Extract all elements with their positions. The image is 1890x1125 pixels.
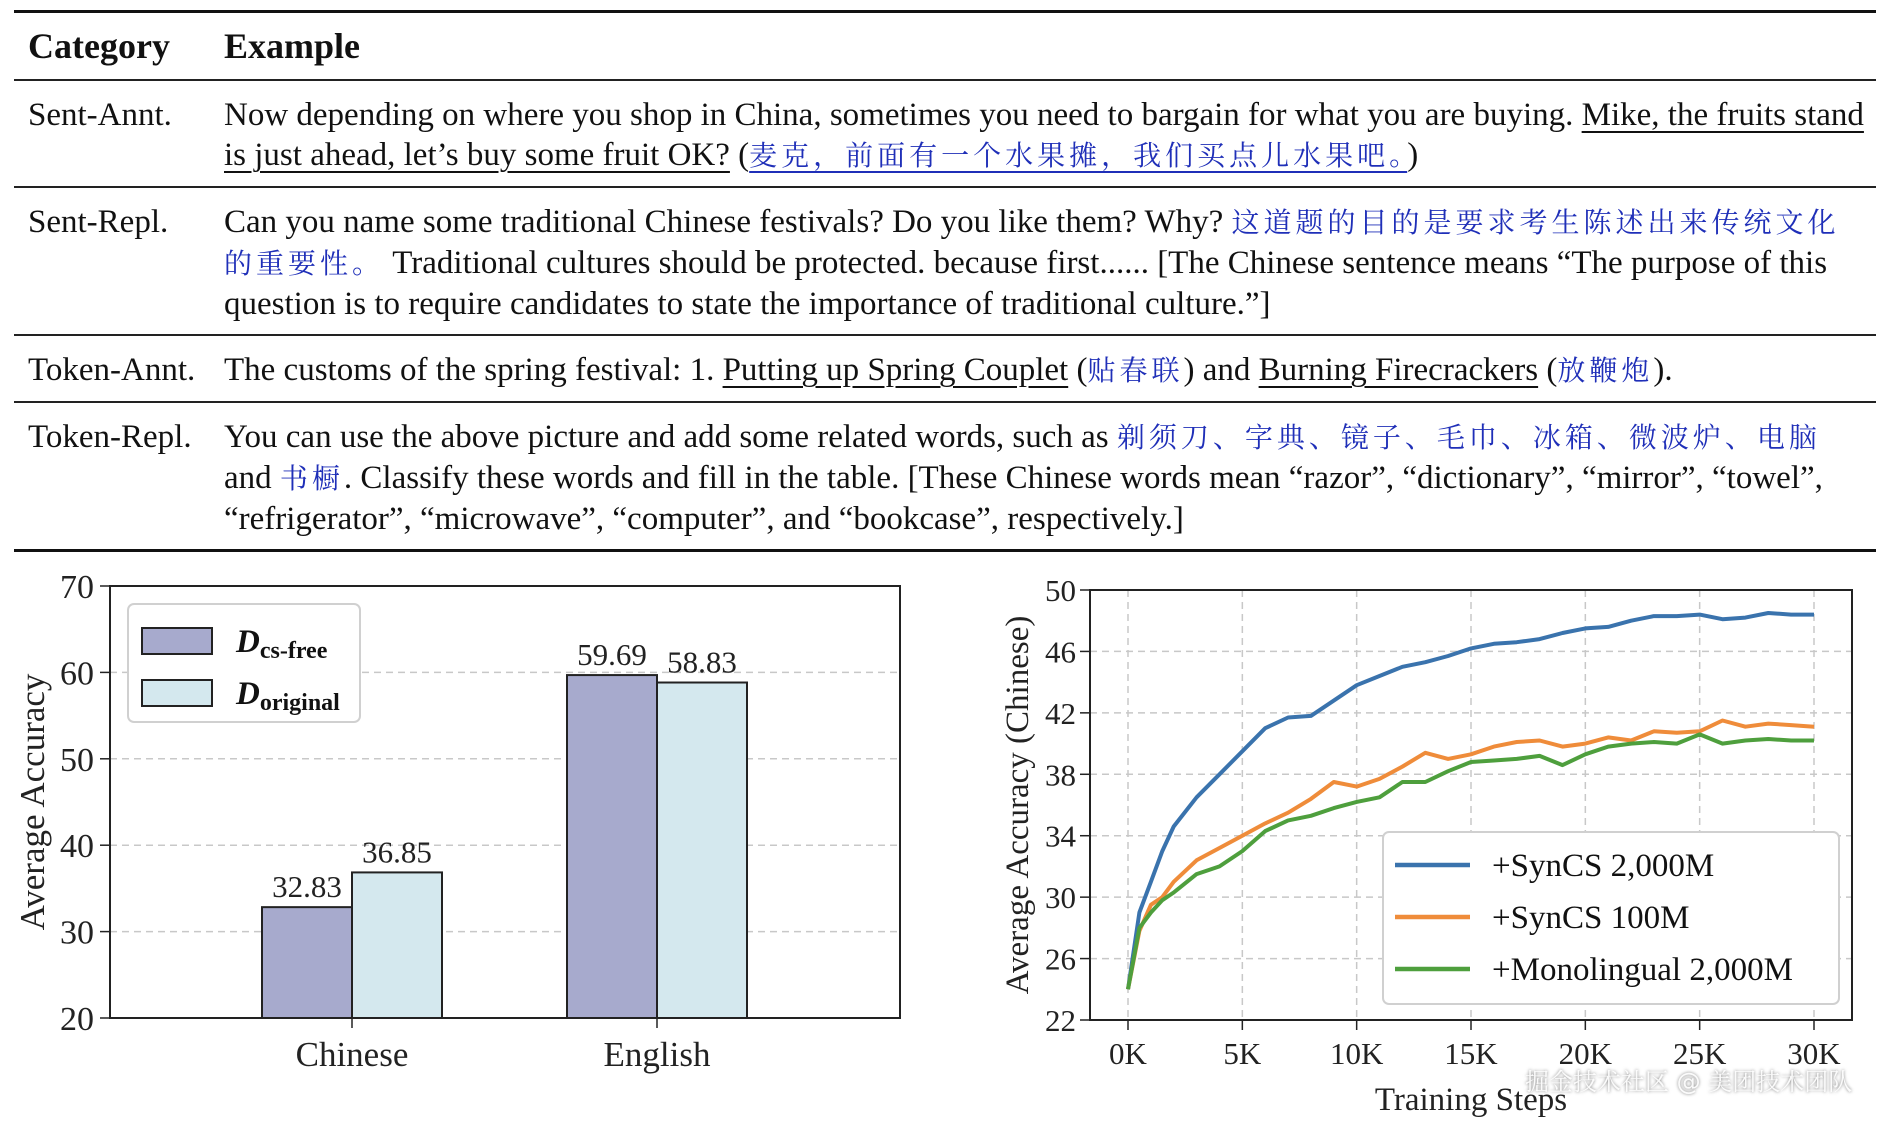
y-tick-label: 22	[1045, 1003, 1076, 1038]
table-header-row	[14, 13, 1876, 81]
chinese-annotation: 麦克，前面有一个水果摊，我们买点儿水果吧。	[749, 139, 1408, 172]
x-tick-label: English	[603, 1035, 711, 1074]
chinese-annotation: 贴春联	[1087, 354, 1184, 387]
row-example	[224, 95, 1876, 176]
y-axis-label: Average Accuracy (Chinese)	[1000, 615, 1036, 995]
legend-label: +SynCS 2,000M	[1492, 848, 1715, 884]
x-tick-label: 5K	[1223, 1036, 1262, 1071]
example-text: Traditional cultures should be protected. because first...... [The Chinese sentence means “The purpose of this question is to require candidates to state the importance of traditional culture.”]	[224, 245, 1828, 322]
chinese-replacement: 这道题的目的是要求考生陈述出来传统文化的重要性。	[224, 206, 1840, 280]
chinese-replacement: 剃须刀、字典、镜子、毛巾、冰箱、微波炉、电脑	[1116, 421, 1821, 454]
line-chart-svg	[990, 560, 1890, 1120]
data-label: 32.83	[272, 869, 342, 905]
bar	[657, 683, 747, 1018]
bar-chart-svg	[0, 560, 920, 1100]
example-text: (	[1068, 352, 1088, 388]
example-text: Now depending on where you shop in China, sometimes you need to bargain for what you are buying.	[224, 97, 1582, 133]
bar	[352, 872, 442, 1018]
example-text: and	[224, 460, 280, 496]
y-axis-label: Average Accuracy	[13, 673, 52, 931]
example-text: Can you name some traditional Chinese festivals? Do you like them? Why?	[224, 204, 1232, 240]
underlined-token: Burning Firecrackers	[1258, 352, 1539, 388]
legend-label: Dcs-free	[236, 624, 328, 664]
underlined-sentence: Mike, the fruits stand is just ahead, let’s buy some fruit OK?	[224, 97, 1864, 173]
bar-chart-accuracy	[0, 560, 920, 1100]
bar	[262, 907, 352, 1018]
row-example	[224, 417, 1876, 539]
chinese-annotation: 放鞭炮	[1557, 354, 1654, 387]
chinese-replacement: 书橱	[279, 462, 344, 495]
y-tick-label: 20	[60, 1001, 94, 1038]
row-category: Sent-Repl.	[28, 204, 169, 240]
y-tick-label: 26	[1045, 941, 1076, 977]
example-text: . Classify these words and fill in the table. [These Chinese words mean “razor”, “dictionary”, “mirror”, “towel”, “refrigerator”, “microwave”, “computer”, and “bookcase”, respectively.]	[224, 460, 1823, 537]
y-tick-label: 30	[60, 914, 94, 952]
y-tick-label: 46	[1045, 634, 1076, 670]
x-tick-label: 25K	[1672, 1036, 1727, 1071]
legend-label: +Monolingual 2,000M	[1492, 952, 1793, 988]
y-tick-label: 30	[1045, 880, 1076, 916]
x-tick-label: Chinese	[295, 1035, 409, 1074]
row-category: Token-Annt.	[28, 352, 196, 388]
y-tick-label: 50	[60, 741, 94, 779]
table-row-sent-annt	[14, 81, 1876, 188]
x-axis-label: Training Steps	[1374, 1082, 1568, 1118]
y-tick-label: 34	[1045, 818, 1076, 854]
legend-swatch	[142, 680, 212, 706]
example-text: )	[1407, 137, 1419, 173]
x-tick-label: 0K	[1109, 1036, 1147, 1071]
header-example: Example	[224, 26, 361, 66]
example-text: (	[729, 137, 750, 173]
header-category: Category	[28, 26, 170, 66]
y-tick-label: 38	[1045, 757, 1076, 793]
row-example	[224, 202, 1876, 324]
data-label: 59.69	[577, 637, 647, 673]
table-row-sent-repl	[14, 188, 1876, 336]
legend-label: +SynCS 100M	[1492, 900, 1690, 936]
y-tick-label: 40	[60, 828, 94, 866]
x-tick-label: 30K	[1787, 1036, 1841, 1071]
example-text: The customs of the spring festival: 1.	[224, 352, 723, 388]
y-tick-label: 70	[60, 569, 94, 606]
watermark: 掘金技术社区 @ 美团技术团队	[1525, 1068, 1853, 1096]
y-tick-label: 50	[1045, 573, 1076, 608]
x-tick-label: 20K	[1558, 1036, 1613, 1071]
example-text: (	[1538, 352, 1558, 388]
example-text: ).	[1653, 352, 1673, 388]
line-chart-training	[990, 560, 1890, 1120]
example-text: You can use the above picture and add some related words, such as	[224, 419, 1117, 455]
x-tick-label: 10K	[1329, 1036, 1384, 1071]
legend-label: Doriginal	[236, 676, 340, 716]
bar	[567, 675, 657, 1018]
row-category: Sent-Annt.	[28, 97, 172, 133]
y-tick-label: 42	[1045, 695, 1076, 731]
y-tick-label: 60	[60, 655, 94, 693]
table-row-token-annt	[14, 336, 1876, 403]
data-label: 36.85	[362, 834, 432, 870]
data-label: 58.83	[667, 644, 737, 680]
underlined-token: Putting up Spring Couplet	[722, 352, 1069, 388]
row-example	[224, 350, 1876, 391]
legend-swatch	[142, 628, 212, 654]
example-text: ) and	[1183, 352, 1259, 388]
table-row-token-repl	[14, 403, 1876, 549]
examples-table	[14, 10, 1876, 552]
row-category: Token-Repl.	[28, 419, 192, 455]
x-tick-label: 15K	[1444, 1036, 1498, 1071]
